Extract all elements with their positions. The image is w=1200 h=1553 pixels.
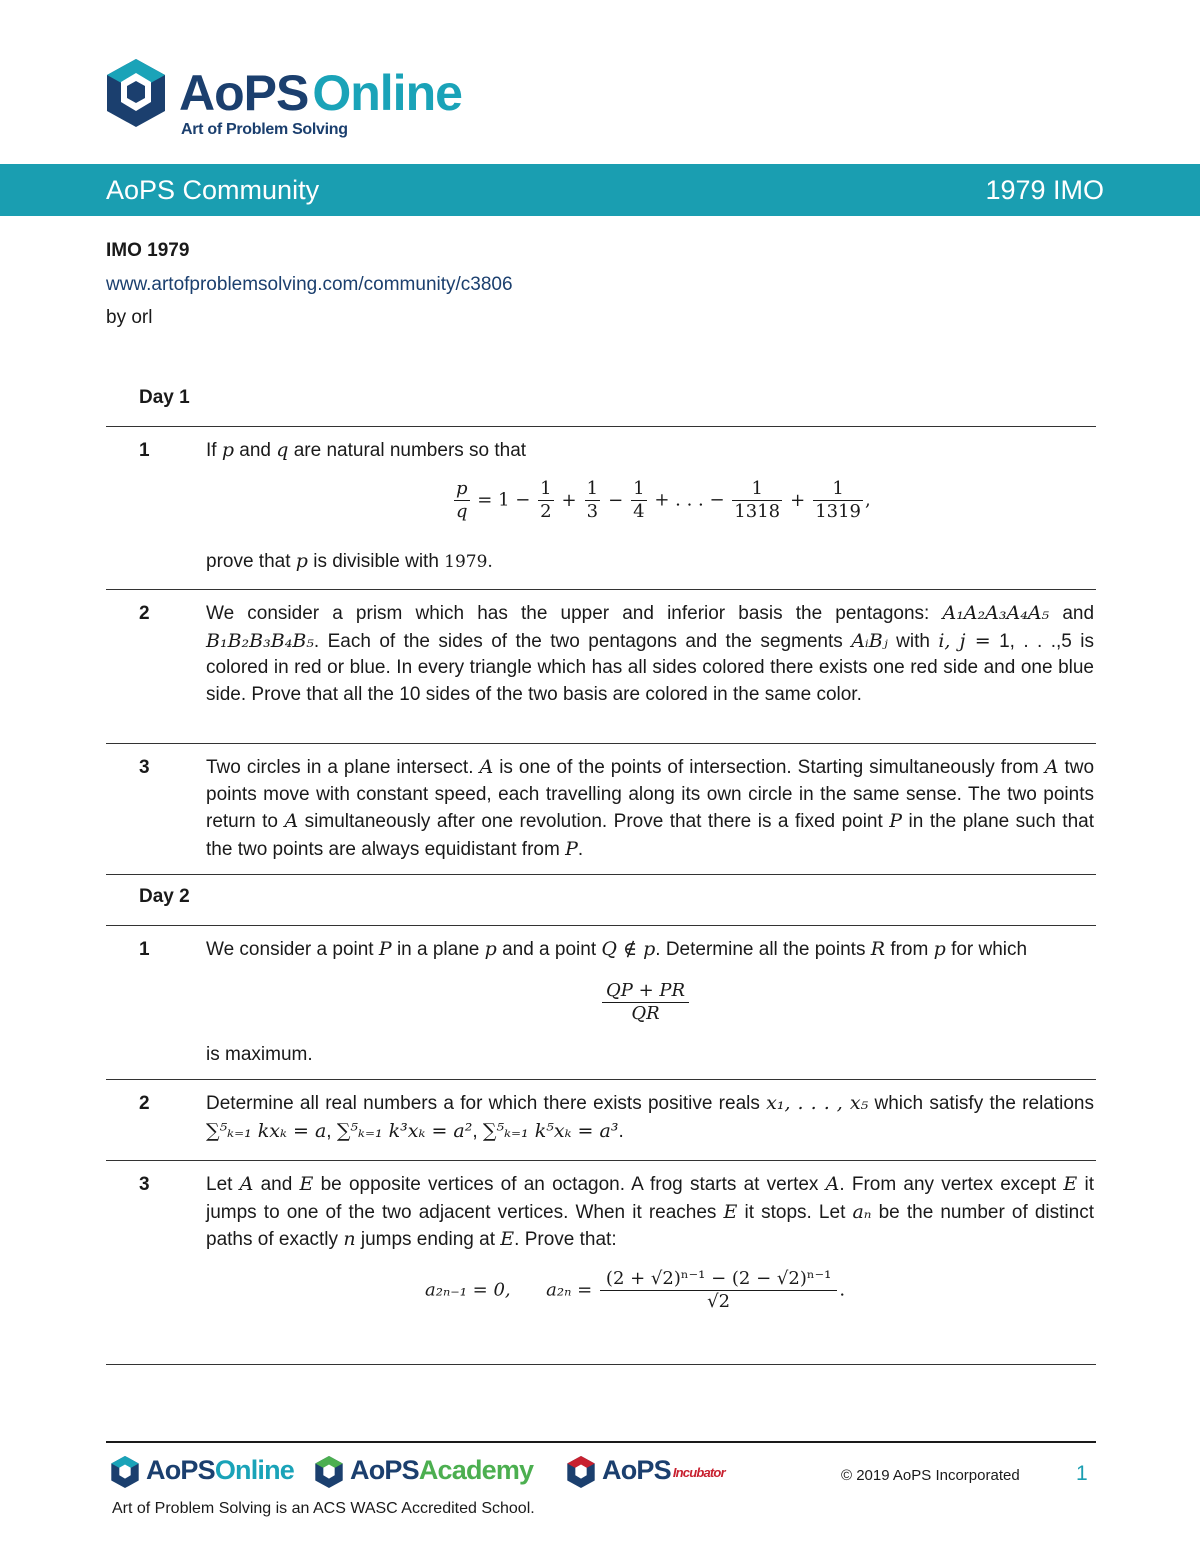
footer-logo-incubator: AoPS Incubator <box>566 1455 725 1495</box>
logo-wordmark: AoPSOnline <box>179 65 462 121</box>
header-bar <box>0 164 1200 216</box>
problem-number: 2 <box>139 1093 150 1114</box>
problem-statement: If p and q are natural numbers so that <box>206 439 527 461</box>
problem-statement-cont: prove that p is divisible with 1979. <box>206 550 493 572</box>
problem-statement: We consider a prism which has the upper and inferior basis the pentagons: A₁A₂A₃A₄A₅ and B₁B₂B₃B₄B₅. Each of the sides of the two pentagons and the segments AᵢBⱼ with i, j = 1, . . .,5 is colored in red or blue. In every triangle which has all sides colored there exists one red side and one blue side. Prove that all the 10 sides of the two basis are colored in the same color. <box>206 602 1095 705</box>
problem-statement: Two circles in a plane intersect. A is one of the points of intersection. Starting simultaneously from A two points move with constant speed, each travelling along its own circle in the same sense. The two points return to A simultaneously after one revolution. Prove that there is a fixed point P in the plane such that the two points are always equidistant from P. <box>206 756 1095 860</box>
problem-statement: We consider a point P in a plane p and a point Q ∉ p. Determine all the points R from p for which <box>206 938 1028 960</box>
logo-tagline: Art of Problem Solving <box>181 121 348 138</box>
divider <box>106 1079 1096 1080</box>
divider <box>106 743 1096 744</box>
aops-cube-icon <box>566 1455 596 1489</box>
footer-logo-online: AoPSOnline <box>110 1455 294 1495</box>
problem-number: 1 <box>139 440 150 461</box>
community-title: AoPS Community <box>106 175 320 205</box>
problem-statement: Let A and E be opposite vertices of an octagon. A frog starts at vertex A. From any vertex except E it jumps to one of the two adjacent vertices. When it reaches E it stops. Let aₙ be the number of distinct paths of exactly n jumps ending at E. Prove that: <box>206 1173 1095 1250</box>
divider <box>106 1364 1096 1365</box>
aops-cube-icon <box>314 1455 344 1489</box>
aops-online-logo <box>105 55 505 145</box>
divider <box>106 426 1096 427</box>
aops-cube-icon <box>110 1455 140 1489</box>
problem-number: 3 <box>139 1174 150 1195</box>
contest-title: 1979 IMO <box>985 175 1104 205</box>
divider <box>106 1160 1096 1161</box>
aops-cube-icon <box>105 57 167 129</box>
problem-number: 2 <box>139 603 150 624</box>
footer-logo-academy: AoPSAcademy <box>314 1455 533 1495</box>
day-2-heading: Day 2 <box>139 886 190 907</box>
problem-number: 3 <box>139 757 150 778</box>
day-1-heading: Day 1 <box>139 387 190 408</box>
author-line: by orl <box>106 307 153 328</box>
divider <box>106 874 1096 875</box>
page-number: 1 <box>1076 1462 1088 1485</box>
equation-ratio: $\frac{QP + PR}{QR}$ <box>600 980 691 1025</box>
community-link[interactable]: www.artofproblemsolving.com/community/c3806 <box>106 274 513 295</box>
copyright: © 2019 AoPS Incorporated <box>841 1467 1020 1484</box>
document-title: IMO 1979 <box>106 240 190 261</box>
problem-statement-cont: is maximum. <box>206 1044 313 1065</box>
equation-harmonic-sum: $\frac{p}{q}$ = 1 − $\frac{1}{2}$ + $\frac{1}{3}$ − $\frac{1}{4}$ + . . . − $\frac{1}{1318}$ + $\frac{1}{1319}$ , <box>456 478 871 522</box>
problem-statement: Determine all real numbers a for which there exists positive reals x₁, . . . , x₅ which satisfy the relations ∑⁵ₖ₌₁ kxₖ = a, ∑⁵ₖ₌₁ k³xₖ = a², ∑⁵ₖ₌₁ k⁵xₖ = a³. <box>206 1092 1094 1142</box>
problem-number: 1 <box>139 939 150 960</box>
divider <box>106 925 1096 926</box>
divider <box>106 589 1096 590</box>
equation-frog-paths: a₂ₙ₋₁ = 0, a₂ₙ = $\frac{\text{(2 + √2)ⁿ⁻¹ − (2 − √2)ⁿ⁻¹}}{√2}$ . <box>425 1268 846 1312</box>
footer-logos <box>106 1455 756 1495</box>
accreditation-note: Art of Problem Solving is an ACS WASC Accredited School. <box>112 1500 535 1517</box>
footer-divider <box>106 1441 1096 1443</box>
